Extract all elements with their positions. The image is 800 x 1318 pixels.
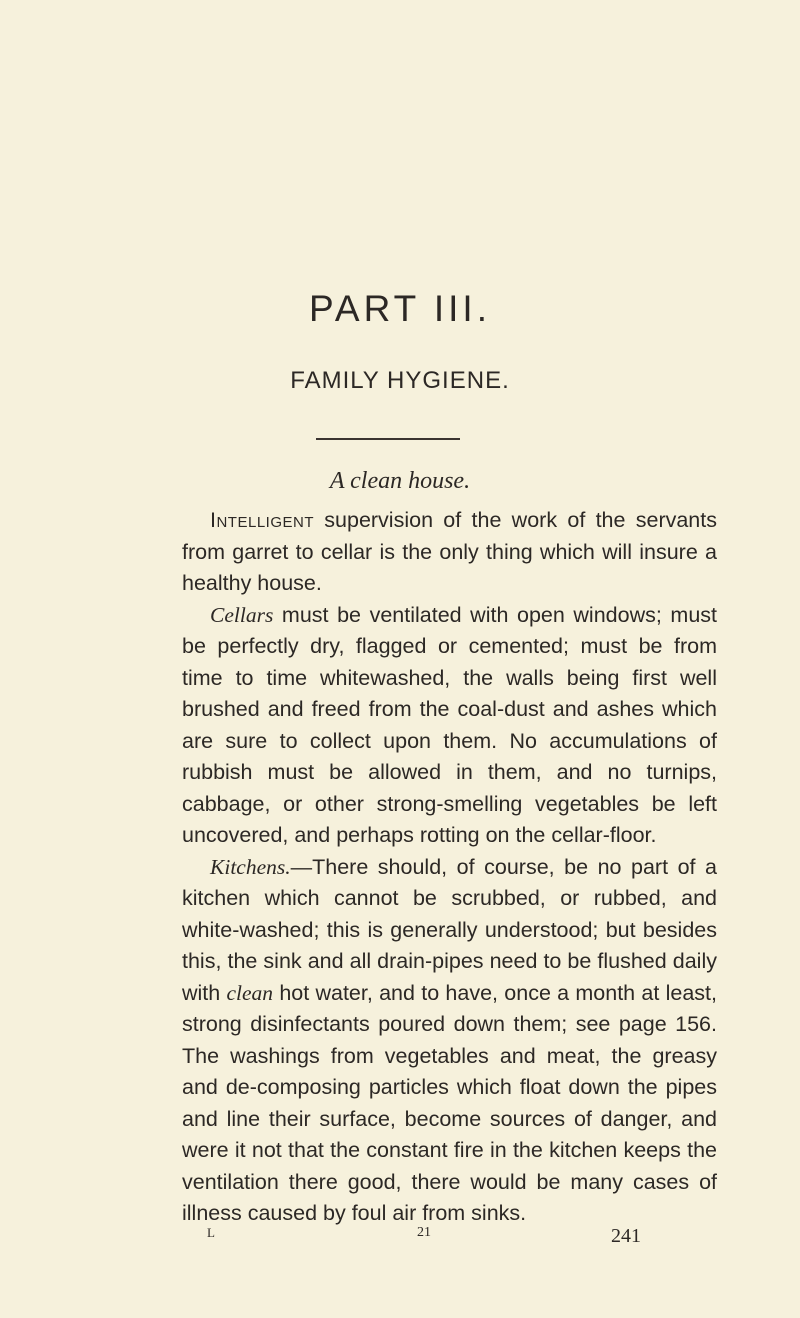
lead-word: Intelligent	[210, 508, 314, 532]
body-text	[182, 505, 717, 1230]
paragraph-text: hot water, and to have, once a month at least, strong disinfectants poured down them; see page 156. The washings from vegetables and meat, the greasy and de-composing particles which float down the pipes and line their surface, become sources of danger, and were it not that the constant fire in the kitchen keeps the ventilation there good, there would be many cases of illness caused by foul air from sinks.	[182, 980, 717, 1225]
paragraph-text: must be ventilated with open windows; must be perfectly dry, flagged or cemented; must be from time to time whitewashed, the walls being first well brushed and freed from the coal-dust and ashes which are sure to collect upon them. No accumulations of rubbish must be allowed in them, and no turnips, cabbage, or other strong-smelling vegetables be left uncovered, and perhaps rotting on the cellar-floor.	[182, 602, 717, 847]
part-title: PART III.	[309, 288, 491, 329]
section-title: FAMILY HYGIENE.	[290, 367, 510, 394]
signature-mark: L	[207, 1225, 216, 1240]
paragraph-text: supervision of the work of the servants from garret to cellar is the only thing which will insure a healthy house.	[182, 508, 717, 595]
paragraph-text: —There should, of course, be no part of a kitchen which cannot be scrubbed, or rubbed, and white-washed; this is generally understood; but besides this, the sink and all drain-pipes need to be flushed daily with	[182, 854, 717, 1005]
page-footer	[0, 1225, 800, 1245]
page-number: 241	[611, 1225, 641, 1247]
signature-number: 21	[417, 1225, 431, 1240]
paragraph-kitchens	[182, 852, 717, 1230]
subheading: A clean house.	[329, 468, 471, 494]
paragraph-intro	[182, 505, 717, 600]
paragraph-cellars	[182, 600, 717, 852]
section-divider	[316, 438, 460, 440]
run-in-heading: Kitchens.	[210, 854, 291, 879]
emphasis: clean	[226, 980, 274, 1005]
run-in-heading: Cellars	[210, 602, 274, 627]
